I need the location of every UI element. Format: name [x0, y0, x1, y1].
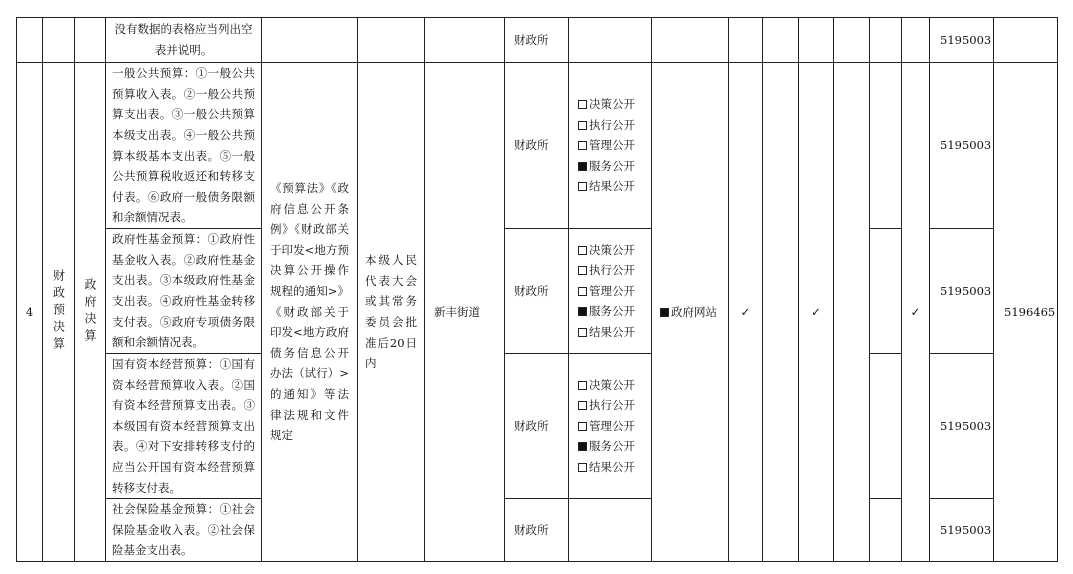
cell-empty	[994, 18, 1058, 63]
channel-label: 政府网站	[671, 304, 717, 319]
table-row	[17, 354, 1058, 499]
checkbox-filled-icon	[578, 307, 587, 316]
cell-empty	[358, 18, 425, 63]
open-type-item: 结果公开	[578, 322, 651, 343]
phone-cell: 5195003	[930, 18, 994, 63]
open-type-item: 决策公开	[578, 240, 651, 261]
checkbox-filled-icon	[578, 162, 587, 171]
cell-empty	[75, 18, 106, 63]
check-cell: ✓	[799, 63, 834, 562]
open-type-item: 结果公开	[578, 176, 651, 197]
phone-cell: 5195003	[930, 229, 994, 354]
cell-empty	[652, 18, 729, 63]
content-cell: 社会保险基金预算：①社会保险基金收入表。②社会保险基金支出表。	[106, 499, 262, 562]
cell-empty	[870, 63, 902, 229]
cell-empty	[729, 18, 763, 63]
cell-empty	[870, 229, 902, 354]
open-type-item: 结果公开	[578, 457, 651, 478]
table-row	[17, 229, 1058, 354]
cell-empty	[17, 18, 43, 63]
phone-cell: 5195003	[930, 499, 994, 562]
org-cell: 财政所	[505, 499, 569, 562]
open-type-item: 管理公开	[578, 416, 651, 437]
category-cell	[43, 63, 75, 562]
cell-empty	[43, 18, 75, 63]
phone-cell: 5195003	[930, 63, 994, 229]
open-type-item: 决策公开	[578, 94, 651, 115]
org-cell: 财政所	[505, 18, 569, 63]
cell-empty	[763, 18, 799, 63]
disclosure-table	[16, 17, 1058, 562]
check-cell: ✓	[729, 63, 763, 562]
main-phone-cell: 5196465	[994, 63, 1058, 562]
cell-empty	[425, 18, 505, 63]
checkbox-icon	[578, 401, 587, 410]
checkbox-icon	[578, 266, 587, 275]
content-cell: 国有资本经营预算：①国有资本经营预算收入表。②国有资本经营预算支出表。③本级国有资本经营预算支出表。④对下安排转移支付的应当公开国有资本经营预算转移支付表。	[106, 354, 262, 499]
org-cell: 财政所	[505, 229, 569, 354]
table-row	[17, 63, 1058, 229]
cell-empty	[870, 18, 902, 63]
check-cell: ✓	[902, 63, 930, 562]
content-cell: 政府性基金预算：①政府性基金收入表。②政府性基金支出表。③本级政府性基金支出表。④政府性基金转移支付表。⑤政府专项债务限额和余额情况表。	[106, 229, 262, 354]
open-type-item: 服务公开	[578, 156, 651, 177]
cell-empty	[262, 18, 358, 63]
content-cell: 没有数据的表格应当列出空表并说明。	[106, 18, 262, 63]
cell-empty	[569, 499, 652, 562]
category-label: 财政预决算	[51, 269, 66, 355]
cell-empty	[569, 18, 652, 63]
open-type-list	[569, 354, 652, 499]
open-type-item: 执行公开	[578, 260, 651, 281]
open-type-item: 管理公开	[578, 281, 651, 302]
cell-empty	[870, 499, 902, 562]
checkbox-icon	[578, 121, 587, 130]
checkbox-filled-icon	[578, 442, 587, 451]
open-type-list	[569, 63, 652, 229]
checkbox-icon	[578, 463, 587, 472]
phone-cell: 5195003	[930, 354, 994, 499]
org-cell: 财政所	[505, 63, 569, 229]
item-number: 4	[17, 63, 43, 562]
checkbox-icon	[578, 381, 587, 390]
cell-empty	[834, 63, 870, 562]
open-type-item: 管理公开	[578, 135, 651, 156]
open-type-item: 执行公开	[578, 115, 651, 136]
cell-empty	[870, 354, 902, 499]
subject-cell: 新丰街道	[425, 63, 505, 562]
channel-cell	[652, 63, 729, 562]
checkbox-icon	[578, 182, 587, 191]
checkbox-icon	[578, 100, 587, 109]
checkbox-icon	[578, 328, 587, 337]
subcategory-cell	[75, 63, 106, 562]
open-type-item: 服务公开	[578, 436, 651, 457]
checkbox-icon	[578, 422, 587, 431]
table-row	[17, 499, 1058, 562]
checkbox-filled-icon	[660, 308, 669, 317]
cell-empty	[763, 63, 799, 562]
cell-empty	[799, 18, 834, 63]
checkbox-icon	[578, 246, 587, 255]
basis-cell: 《预算法》《政府信息公开条例》《财政部关于印发<地方预决算公开操作规程的通知>》《财政部关于印发<地方政府债务信息公开办法（试行）>的通知》等法律法规和文件规定	[262, 63, 358, 562]
checkbox-icon	[578, 287, 587, 296]
cell-empty	[834, 18, 870, 63]
open-type-list	[569, 229, 652, 354]
open-type-item: 决策公开	[578, 375, 651, 396]
org-cell: 财政所	[505, 354, 569, 499]
subcategory-label: 政府决算	[83, 277, 97, 346]
timeline-cell: 本级人民代表大会或其常务委员会批准后20日内	[358, 63, 425, 562]
open-type-item: 执行公开	[578, 395, 651, 416]
checkbox-icon	[578, 141, 587, 150]
content-cell: 一般公共预算：①一般公共预算收入表。②一般公共预算支出表。③一般公共预算本级支出表。④一般公共预算本级基本支出表。⑤一般公共预算税收返还和转移支付表。⑥政府一般债务限额和余额情况表。	[106, 63, 262, 229]
top-continuation-row	[17, 18, 1058, 63]
open-type-item: 服务公开	[578, 301, 651, 322]
cell-empty	[902, 18, 930, 63]
